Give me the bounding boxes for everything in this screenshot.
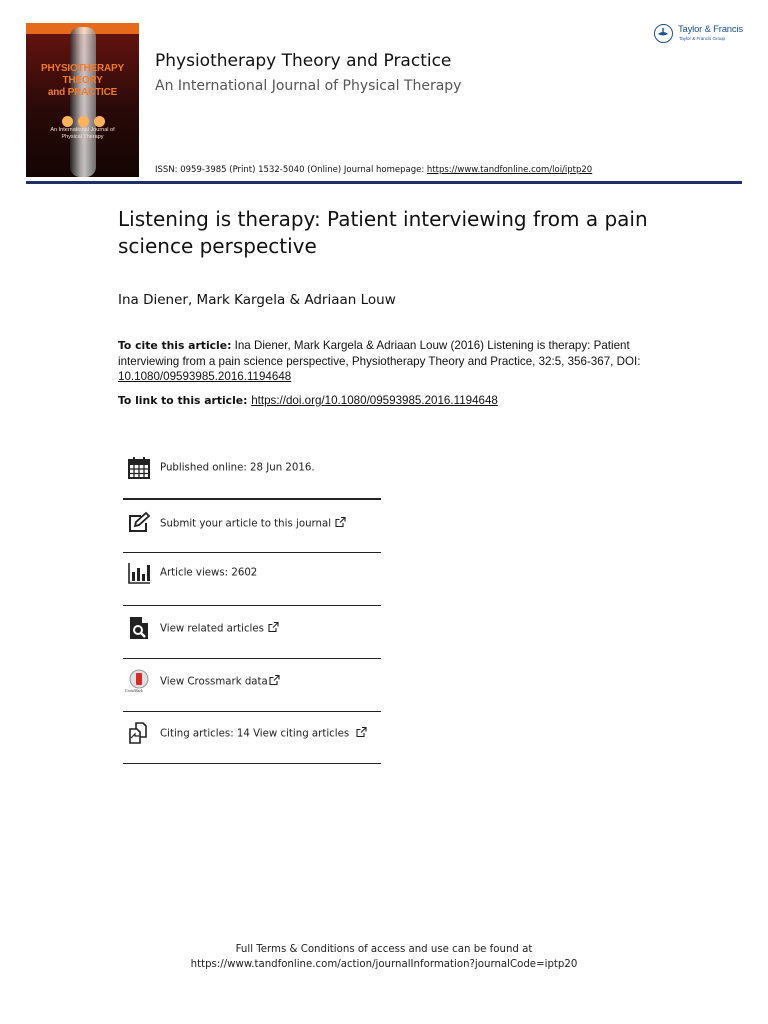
publisher-name: Taylor & Francis: [678, 24, 743, 35]
document-search-icon: [127, 616, 151, 640]
journal-homepage-link[interactable]: https://www.tandfonline.com/loi/iptp20: [426, 165, 593, 175]
crossmark-link[interactable]: View Crossmark data: [160, 675, 280, 688]
journal-title: Physiotherapy Theory and Practice: [155, 51, 452, 71]
cover-title: PHYSIOTHERAPY THEORY and PRACTICE: [41, 63, 124, 98]
cover-spine-graphic: [70, 27, 96, 177]
crossmark-icon: [127, 669, 151, 693]
related-articles-row[interactable]: [123, 602, 381, 654]
publisher-logo: [654, 22, 750, 48]
published-online-text: Published online: 28 Jun 2016.: [160, 462, 315, 474]
crossmark-logo-text: CrossMark: [125, 688, 143, 693]
citation-text: Ina Diener, Mark Kargela & Adriaan Louw (2016) Listening is therapy: Patient interviewing from a pain science perspective, Physiotherapy Theory and Practice, 32:5, 356-367, DOI:: [118, 339, 641, 368]
cover-subtitle: An International Journal of Physical Therapy: [50, 127, 115, 140]
publisher-group: Taylor & Francis Group: [679, 36, 726, 41]
article-views-row: [123, 547, 381, 599]
submit-article-link[interactable]: Submit your article to this journal: [160, 517, 346, 530]
submit-article-row[interactable]: [123, 497, 381, 549]
citation-label: To cite this article:: [118, 339, 232, 352]
calendar-icon: [127, 456, 151, 480]
crossmark-row[interactable]: [123, 655, 381, 707]
publisher-logo-icon: [654, 24, 673, 43]
citing-documents-icon: [127, 721, 151, 745]
edit-icon: [127, 511, 151, 535]
citation-doi-link[interactable]: 10.1080/09593985.2016.1194648: [118, 370, 292, 383]
info-divider: [123, 763, 381, 764]
external-link-icon: [269, 675, 280, 686]
header-divider: [26, 181, 742, 184]
journal-subtitle: An International Journal of Physical Therapy: [155, 78, 462, 94]
published-online-row: [123, 442, 381, 494]
article-doi-url-link[interactable]: https://doi.org/10.1080/09593985.2016.1194648: [251, 394, 498, 407]
article-authors: Ina Diener, Mark Kargela & Adriaan Louw: [118, 292, 396, 308]
issn-text: ISSN: 0959-3985 (Print) 1532-5040 (Online) Journal homepage:: [155, 165, 427, 175]
terms-footer-line1: Full Terms & Conditions of access and use can be found at: [235, 944, 533, 955]
bar-chart-icon: [127, 561, 151, 585]
citing-articles-link[interactable]: Citing articles: 14 View citing articles: [160, 727, 367, 740]
external-link-icon: [268, 622, 279, 633]
article-link-block: [118, 393, 678, 409]
article-title: Listening is therapy: Patient interviewing from a pain science perspective: [118, 207, 648, 258]
terms-footer-url[interactable]: https://www.tandfonline.com/action/journalInformation?journalCode=iptp20: [190, 959, 578, 970]
journal-cover-image: [26, 23, 139, 177]
article-views-text: Article views: 2602: [160, 567, 258, 579]
external-link-icon: [335, 517, 346, 528]
terms-footer: [0, 942, 768, 972]
citing-articles-row[interactable]: [123, 707, 381, 759]
citation-block: [118, 338, 678, 385]
issn-line: [155, 165, 592, 175]
related-articles-link[interactable]: View related articles: [160, 622, 279, 635]
article-link-label: To link to this article:: [118, 394, 252, 407]
external-link-icon: [356, 727, 367, 738]
